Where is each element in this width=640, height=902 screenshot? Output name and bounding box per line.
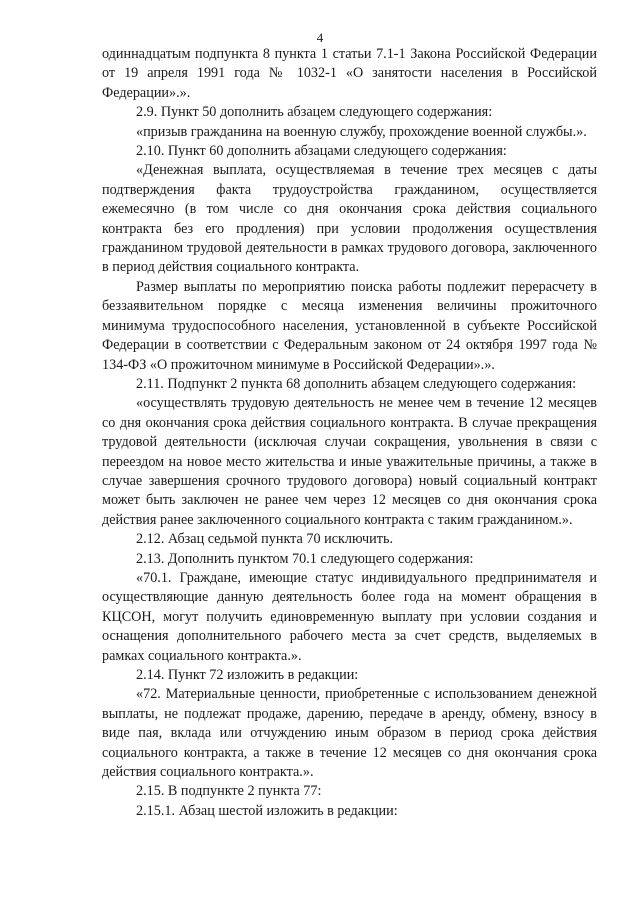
paragraph-2-10: 2.10. Пункт 60 дополнить абзацами следующего содержания:: [136, 143, 507, 160]
paragraph-2-15: 2.15. В подпункте 2 пункта 77:: [136, 783, 322, 800]
paragraph-2-13: 2.13. Дополнить пунктом 70.1 следующего содержания:: [136, 550, 474, 567]
paragraph-continuation: одиннадцатым подпункта 8 пункта 1 статьи 7.1-1 Закона Российской Федерации от 19 апреля 1991 года № 1032-1 «О занятости населения в Российской Федерации».».: [102, 46, 597, 101]
paragraph-2-12: 2.12. Абзац седьмой пункта 70 исключить.: [136, 531, 393, 548]
paragraph-2-10-quote-1: «Денежная выплата, осуществляемая в течение трех месяцев с даты подтверждения факта трудоустройства гражданином, осуществляется ежемесячно (в том числе со дня окончания срока действия социального контракта без его продления) при условии продолжения осуществления гражданином трудовой деятельности в рамках трудового договора, заключенного в период действия социального контракта.: [102, 162, 597, 276]
paragraph-2-15-1: 2.15.1. Абзац шестой изложить в редакции:: [136, 802, 398, 819]
paragraph-2-14-quote: «72. Материальные ценности, приобретенные с использованием денежной выплаты, не подлежат продаже, дарению, передаче в аренду, обмену, взносу в виде пая, вклада или отчуждению иным образом в период срока действия социального контракта, а также в течение 12 месяцев со дня окончания срока действия социального контракта.».: [102, 686, 597, 781]
paragraph-2-14: 2.14. Пункт 72 изложить в редакции:: [136, 667, 359, 683]
page-number: 4: [316, 30, 324, 45]
paragraph-2-11: 2.11. Подпункт 2 пункта 68 дополнить абзацем следующего содержания:: [136, 375, 577, 392]
paragraph-2-11-quote: «осуществлять трудовую деятельность не менее чем в течение 12 месяцев со дня окончания срока действия социального контракта. В случае прекращения трудовой деятельности (исключая случаи сокращения, увольнения в связи с переездом на новое место жительства и иные уважительные причины, а также в случае завершения срочного трудового договора) новый социальный контракт может быть заключен не ранее чем через 12 месяцев со дня окончания срока действия ранее заключенного социального контракта с таким гражданином.».: [102, 395, 597, 528]
paragraph-2-9-quote: «призыв гражданина на военную службу, прохождение военной службы.».: [136, 123, 587, 140]
paragraph-2-10-quote-2: Размер выплаты по мероприятию поиска работы подлежит перерасчету в беззаявительном порядке с месяца изменения величины прожиточного минимума трудоспособного населения, установленной в субъекте Российской Федерации в соответствии с Федеральным законом от 24 октября 1997 года № 134-ФЗ «О прожиточном минимуме в Российской Федерации».».: [102, 278, 597, 373]
document-body: [102, 45, 597, 821]
paragraph-2-9: 2.9. Пункт 50 дополнить абзацем следующего содержания:: [136, 104, 493, 121]
paragraph-2-13-quote: «70.1. Граждане, имеющие статус индивидуального предпринимателя и осуществляющие данную деятельность более года на момент обращения в КЦСОН, могут получить единовременную выплату при условии создания и оснащения дополнительного рабочего места за счет средств, выделяемых в рамках социального контракта.».: [102, 569, 597, 664]
